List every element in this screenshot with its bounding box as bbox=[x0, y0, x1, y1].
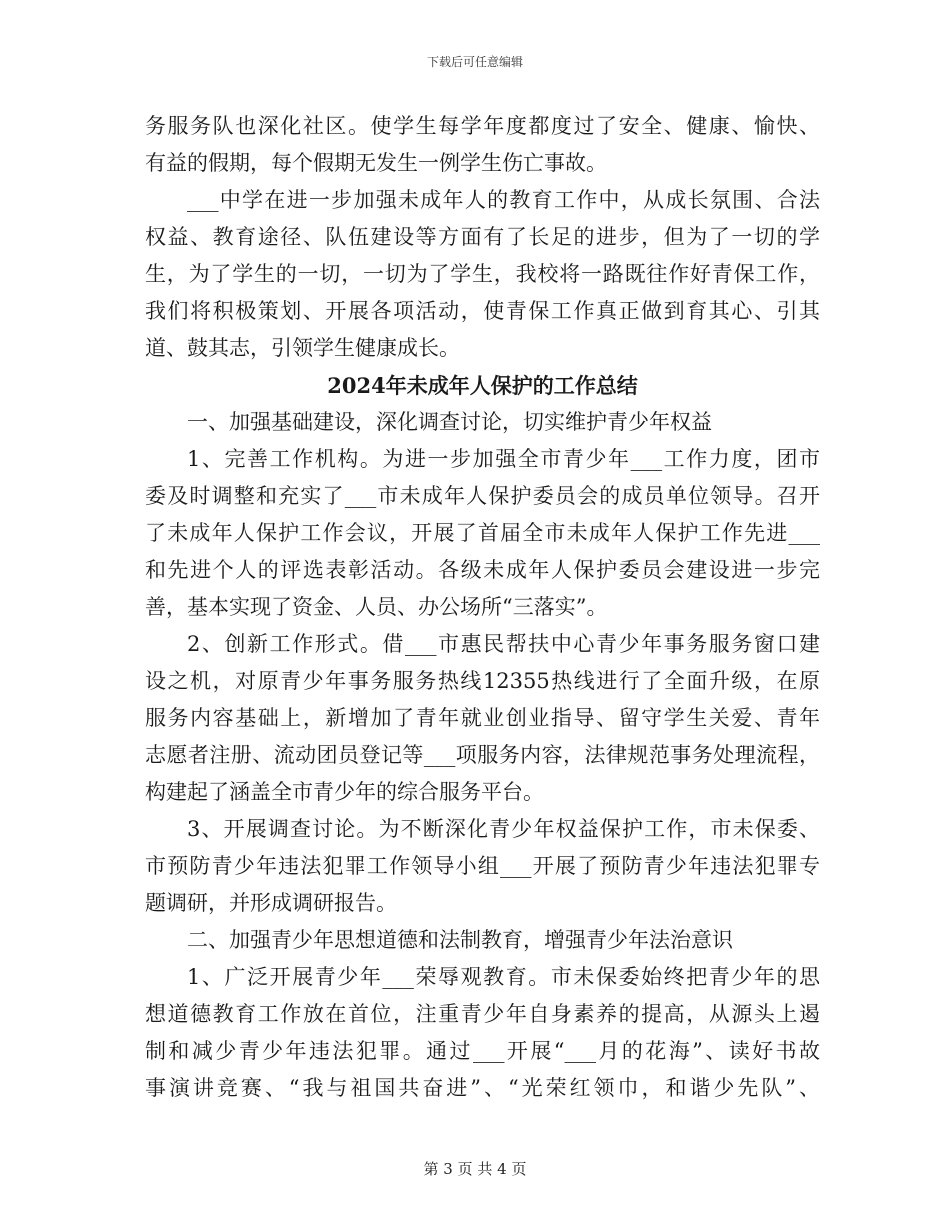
text-line: 2、创新工作形式。借___市惠民帮扶中心青少年事务服务窗口建 bbox=[187, 632, 820, 656]
text-line: 1、广泛开展青少年___荣辱观教育。市未保委始终把青少年的思 bbox=[187, 965, 820, 989]
text-line: 1、完善工作机构。为进一步加强全市青少年___工作力度，团市 bbox=[187, 447, 820, 471]
text-line: 了未成年人保护工作会议，开展了首届全市未成年人保护工作先进___ bbox=[145, 521, 820, 545]
text-line: 道、鼓其志，引领学生健康成长。 bbox=[145, 336, 460, 360]
header-note: 下载后可任意编辑 bbox=[426, 55, 523, 69]
section-title: 2024年未成年人保护的工作总结 bbox=[327, 373, 638, 398]
text-line: 生，为了学生的一切，一切为了学生，我校将一路既往作好青保工作， bbox=[145, 262, 820, 286]
text-line: 和先进个人的评选表彰活动。各级未成年人保护委员会建设进一步完 bbox=[145, 558, 820, 582]
text-line: 制和减少青少年违法犯罪。通过___开展“___月的花海”、读好书故 bbox=[145, 1039, 820, 1063]
text-line: ___中学在进一步加强未成年人的教育工作中，从成长氛围、合法 bbox=[187, 188, 820, 212]
text-line: 我们将积极策划、开展各项活动，使青保工作真正做到育其心、引其 bbox=[145, 299, 820, 323]
text-line: 善，基本实现了资金、人员、办公场所“三落实”。 bbox=[145, 595, 608, 619]
text-line: 权益、教育途径、队伍建设等方面有了长足的进步，但为了一切的学 bbox=[145, 225, 820, 249]
text-line: 务服务队也深化社区。使学生每学年度都度过了安全、健康、愉快、 bbox=[145, 114, 820, 138]
text-line: 委及时调整和充实了___市未成年人保护委员会的成员单位领导。召开 bbox=[145, 484, 820, 508]
section-heading: 二、加强青少年思想道德和法制教育，增强青少年法治意识 bbox=[187, 928, 733, 952]
text-line: 市预防青少年违法犯罪工作领导小组___开展了预防青少年违法犯罪专 bbox=[145, 854, 820, 878]
text-line: 事演讲竞赛、“我与祖国共奋进”、“光荣红领巾，和谐少先队”、 bbox=[145, 1076, 820, 1100]
page-number-footer: 第 3 页 共 4 页 bbox=[423, 1160, 527, 1178]
text-line: 设之机，对原青少年事务服务热线12355热线进行了全面升级，在原 bbox=[145, 669, 820, 693]
section-heading: 一、加强基础建设，深化调查讨论，切实维护青少年权益 bbox=[187, 410, 712, 434]
text-line: 志愿者注册、流动团员登记等___项服务内容，法律规范事务处理流程， bbox=[145, 743, 820, 767]
document-body bbox=[145, 108, 820, 1107]
text-line: 构建起了涵盖全市青少年的综合服务平台。 bbox=[145, 780, 544, 804]
text-line: 题调研，并形成调研报告。 bbox=[145, 891, 397, 915]
text-line: 想道德教育工作放在首位，注重青少年自身素养的提高，从源头上遏 bbox=[145, 1002, 820, 1026]
text-line: 服务内容基础上，新增加了青年就业创业指导、留守学生关爱、青年 bbox=[145, 706, 820, 730]
text-line: 3、开展调查讨论。为不断深化青少年权益保护工作，市未保委、 bbox=[187, 817, 820, 841]
text-line: 有益的假期，每个假期无发生一例学生伤亡事故。 bbox=[145, 151, 607, 175]
